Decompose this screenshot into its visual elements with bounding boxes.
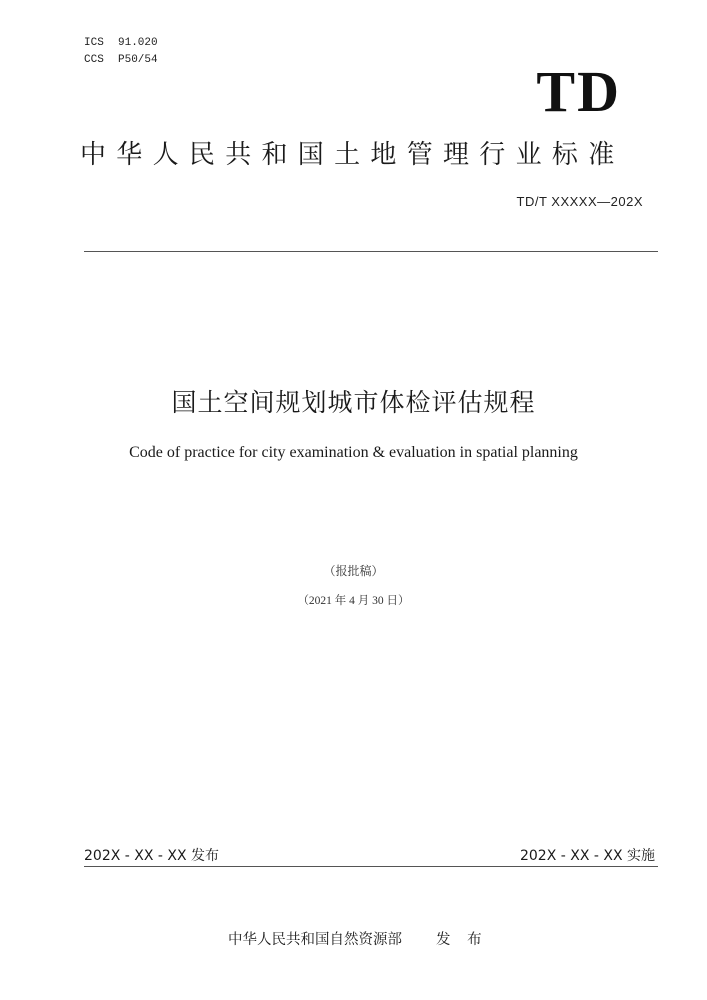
publisher-name: 中华人民共和国自然资源部: [228, 932, 402, 948]
classification-codes: [84, 35, 158, 69]
ccs-label: CCS: [84, 54, 104, 66]
publish-action: 发 布: [436, 932, 488, 948]
standard-number: TD/T XXXXX—202X: [516, 194, 643, 209]
ccs-value: P50/54: [118, 54, 158, 66]
draft-date: （2021 年 4 月 30 日）: [297, 595, 410, 607]
ics-label: ICS: [84, 37, 104, 49]
ics-value: 91.020: [118, 37, 158, 49]
industry-standard-title: 中华人民共和国土地管理行业标准: [80, 140, 625, 170]
document-title-en: Code of practice for city examination & evaluation in spatial planning: [129, 444, 578, 461]
issue-date: 202X - XX - XX 发布: [84, 848, 220, 864]
document-title-cn: 国土空间规划城市体检评估规程: [171, 388, 536, 417]
td-logo: TD: [536, 59, 621, 124]
top-divider: [84, 251, 658, 252]
implementation-date: 202X - XX - XX 实施: [519, 848, 655, 864]
publisher-line: [228, 928, 488, 949]
draft-status: （报批稿）: [323, 564, 384, 578]
ics-row: [84, 35, 158, 52]
ccs-row: [84, 52, 158, 69]
bottom-divider: [84, 866, 658, 867]
